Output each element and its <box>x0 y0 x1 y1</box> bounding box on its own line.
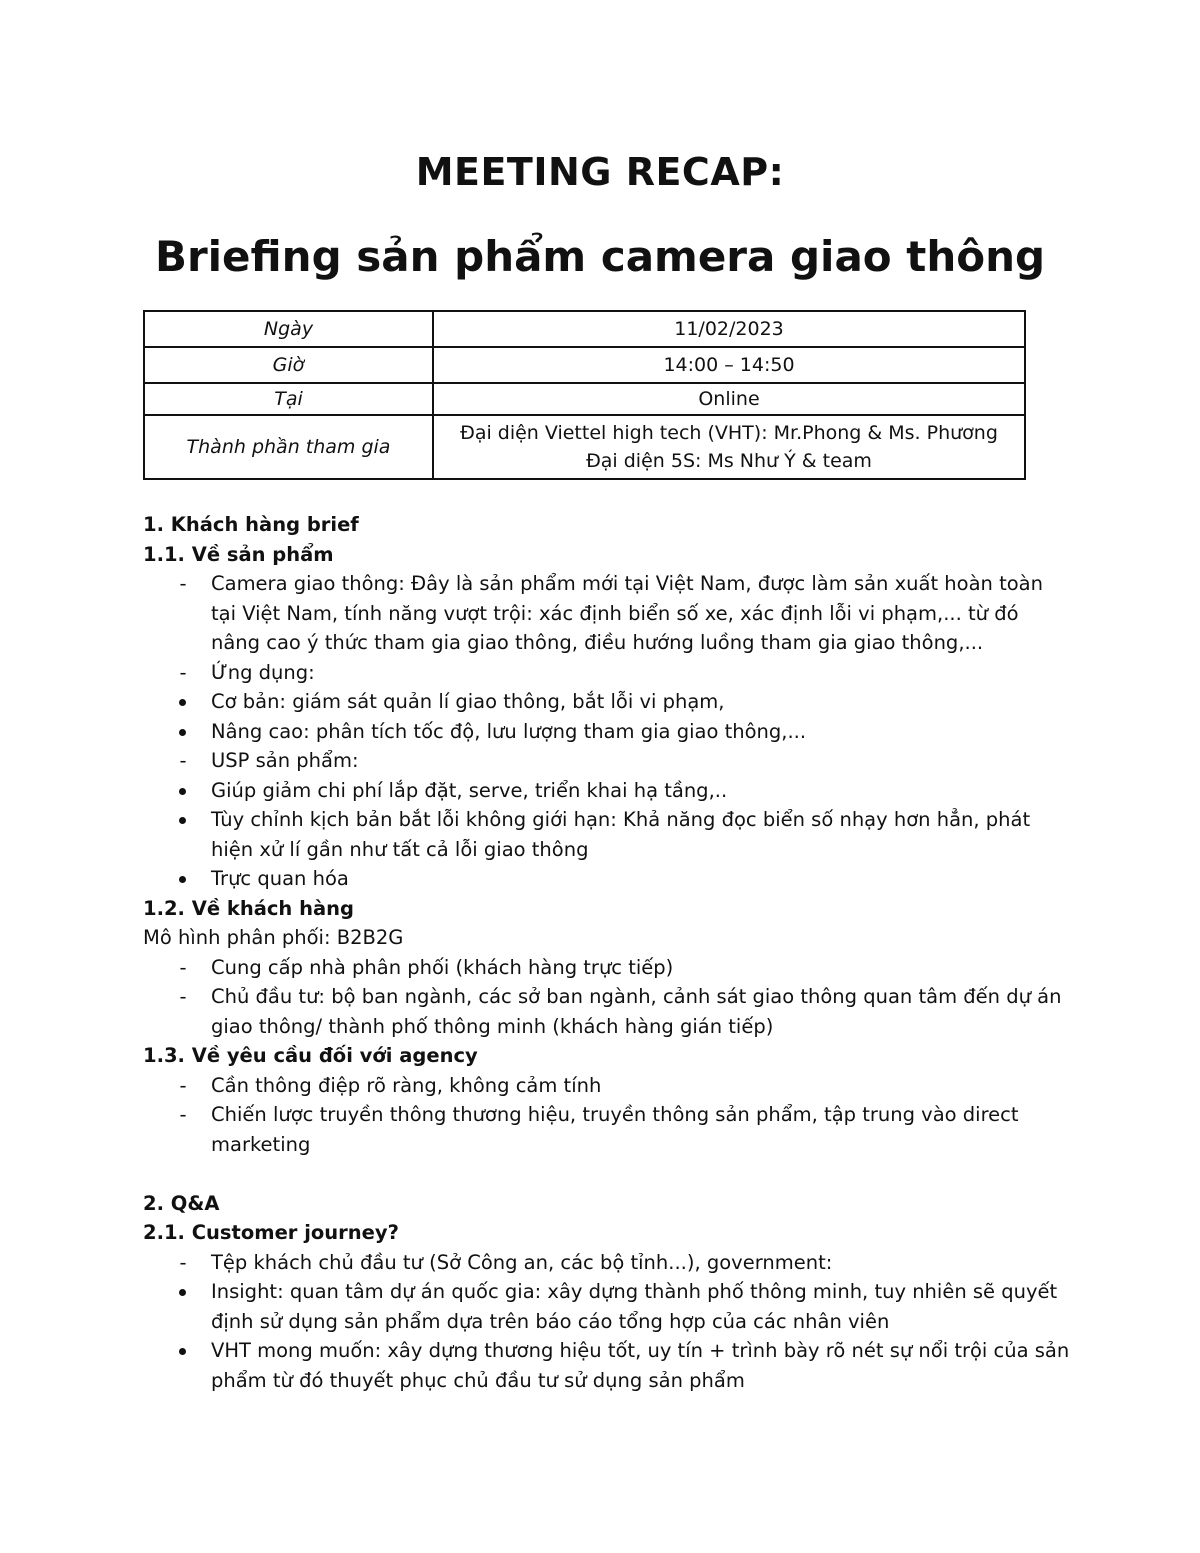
dash-marker: - <box>179 660 187 684</box>
table-row <box>144 415 1025 479</box>
table-row <box>144 383 1025 415</box>
participants-value <box>433 415 1025 479</box>
place-label: Tại <box>144 383 433 415</box>
list-item <box>143 717 1073 747</box>
list-item-text: Insight: quan tâm dự án quốc gia: xây dựng thành phố thông minh, tuy nhiên sẽ quyết định sử dụng sản phẩm dựa trên báo cáo tổng hợp của các nhân viên <box>211 1280 1058 1333</box>
table-row <box>144 347 1025 383</box>
subsection-heading: 2.1. Customer journey? <box>143 1221 399 1244</box>
dash-marker: - <box>179 1073 187 1097</box>
list-item <box>143 953 1073 983</box>
list-item <box>143 1277 1073 1336</box>
list <box>143 953 1073 1042</box>
subsection-heading: 1.2. Về khách hàng <box>143 896 354 920</box>
list <box>143 1071 1073 1160</box>
dash-marker: - <box>179 955 187 979</box>
section-heading: 1. Khách hàng brief <box>143 513 359 536</box>
list-item-text: Tùy chỉnh kịch bản bắt lỗi không giới hạn: Khả năng đọc biển số nhạy hơn hẳn, phát hiện xử lí gần như tất cả lỗi giao thông <box>211 808 1031 861</box>
page-title: MEETING RECAP: <box>415 150 785 194</box>
participants-label: Thành phần tham gia <box>144 415 433 479</box>
list-item-text: Camera giao thông: Đây là sản phẩm mới tại Việt Nam, được làm sản xuất hoàn toàn tại Việt Nam, tính năng vượt trội: xác định biển số xe, xác định lỗi vi phạm,... từ đó nâng cao ý thức tham gia giao thông, điều hướng luồng tham gia giao thông,... <box>211 572 1043 654</box>
bullet-icon <box>179 817 186 824</box>
subsection-heading: 1.3. Về yêu cầu đối với agency <box>143 1044 478 1067</box>
list-item-text: Nâng cao: phân tích tốc độ, lưu lượng tham gia giao thông,... <box>211 719 807 743</box>
list-item-text: USP sản phẩm: <box>211 749 359 772</box>
list-item <box>143 1336 1073 1395</box>
list-item <box>143 1248 1073 1278</box>
dash-marker: - <box>179 985 187 1008</box>
time-value: 14:00 – 14:50 <box>433 347 1025 383</box>
table-row <box>144 311 1025 347</box>
dash-marker: - <box>179 1103 187 1126</box>
dash-marker: - <box>179 1250 187 1274</box>
place-value: Online <box>433 383 1025 415</box>
bullet-icon <box>179 699 186 706</box>
dash-marker: - <box>179 749 187 772</box>
bullet-icon <box>179 876 186 883</box>
time-label: Giờ <box>144 347 433 383</box>
bullet-icon <box>179 729 186 736</box>
participants-line-vht: Đại diện Viettel high tech (VHT): Mr.Phong & Ms. Phương <box>460 422 998 444</box>
list-item-text: Cơ bản: giám sát quản lí giao thông, bắt lỗi vi phạm, <box>211 690 725 713</box>
list-item <box>143 746 1073 776</box>
list-item <box>143 1100 1073 1159</box>
date-value: 11/02/2023 <box>433 311 1025 347</box>
list-item <box>143 805 1073 864</box>
list-item-text: Ứng dụng: <box>211 660 315 684</box>
list-item-text: Trực quan hóa <box>211 867 349 890</box>
subsection-heading: 1.1. Về sản phẩm <box>143 542 334 566</box>
list-item-text: Tệp khách chủ đầu tư (Sở Công an, các bộ tỉnh...), government: <box>211 1250 833 1274</box>
list-item <box>143 776 1073 806</box>
list-item-text: VHT mong muốn: xây dựng thương hiệu tốt, uy tín + trình bày rõ nét sự nổi trội của sản phẩm từ đó thuyết phục chủ đầu tư sử dụng sản phẩm <box>211 1339 1070 1392</box>
section-heading: 2. Q&A <box>143 1191 220 1215</box>
bullet-icon <box>179 1348 186 1355</box>
list-item <box>143 864 1073 894</box>
list-item-text: Giúp giảm chi phí lắp đặt, serve, triển khai hạ tầng,.. <box>211 778 728 802</box>
list-item <box>143 569 1073 658</box>
bullet-icon <box>179 1289 186 1296</box>
list <box>143 1248 1073 1396</box>
date-label: Ngày <box>144 311 433 347</box>
paragraph: Mô hình phân phối: B2B2G <box>143 926 404 949</box>
list-item <box>143 687 1073 717</box>
dash-marker: - <box>179 572 187 595</box>
list-item-text: Cung cấp nhà phân phối (khách hàng trực tiếp) <box>211 955 674 979</box>
list <box>143 569 1073 894</box>
spacer <box>143 1159 1073 1189</box>
bullet-icon <box>179 788 186 795</box>
list-item <box>143 658 1073 688</box>
document-body <box>143 510 1073 1395</box>
list-item-text: Chủ đầu tư: bộ ban ngành, các sở ban ngành, cảnh sát giao thông quan tâm đến dự án giao thông/ thành phố thông minh (khách hàng gián tiếp) <box>211 985 1062 1038</box>
list-item-text: Cần thông điệp rõ ràng, không cảm tính <box>211 1073 602 1097</box>
meeting-info-table <box>143 310 1026 480</box>
participants-line-5s: Đại diện 5S: Ms Như Ý & team <box>586 450 872 472</box>
list-item-text: Chiến lược truyền thông thương hiệu, truyền thông sản phẩm, tập trung vào direct marketing <box>211 1103 1019 1156</box>
list-item <box>143 1071 1073 1101</box>
page-subtitle: Briefing sản phẩm camera giao thông <box>154 232 1046 281</box>
list-item <box>143 982 1073 1041</box>
